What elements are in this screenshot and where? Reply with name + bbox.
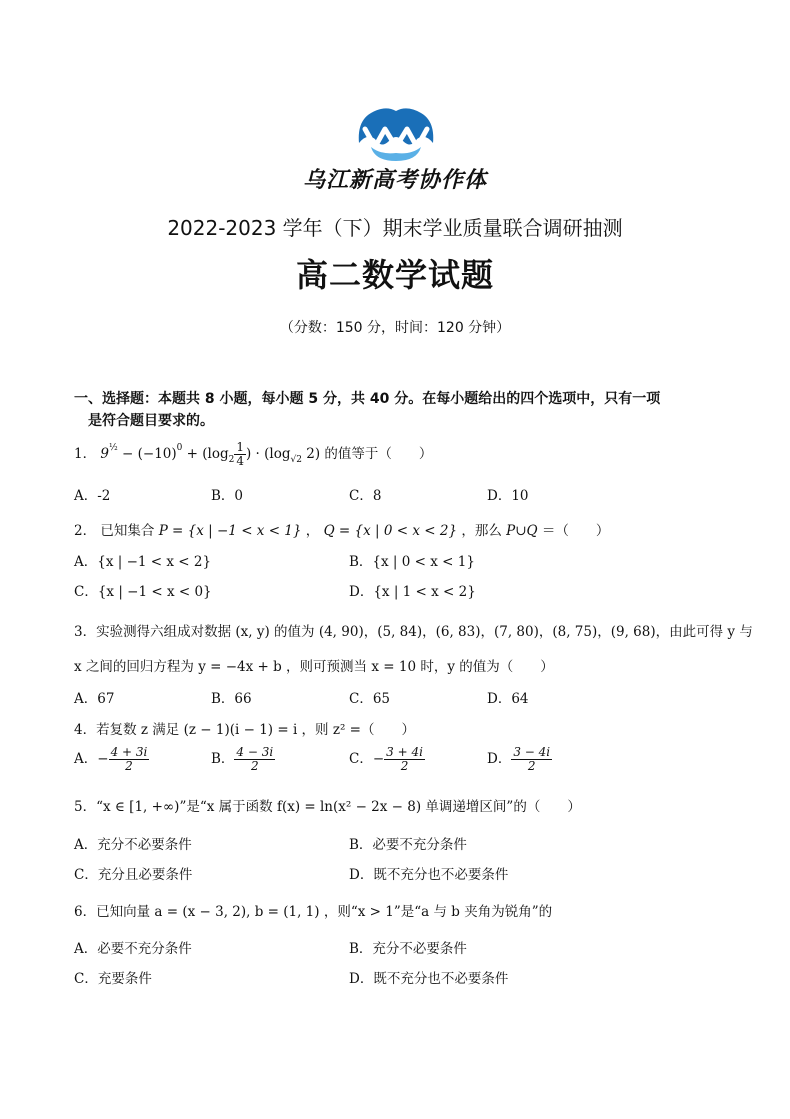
question-5-option-b[interactable]: B．必要不充分条件 [349,837,467,853]
option-numerator: 3 − 4i [513,745,551,759]
question-4-text: 若复数 z 满足 (z − 1)(i − 1) = i ，则 z² =（ ） [96,722,415,738]
brand-name: 乌江新高考协作体 [302,168,487,193]
section-heading-line1: 一、选择题：本题共 8 小题，每小题 5 分，共 40 分。在每小题给出的四个选项中，只有一项 [74,391,661,407]
option-label: B． [211,751,235,767]
question-5-option-a[interactable]: A．充分不必要条件 [74,837,192,853]
wujiang-logo-icon [355,103,437,163]
question-5-option-c[interactable]: C．充分且必要条件 [74,867,193,883]
exam-meta: （分数：150 分，时间：120 分钟） [279,320,511,336]
question-1-option-b[interactable]: B．0 [211,488,244,504]
question-number: 4． [74,722,97,738]
question-2-option-c[interactable]: C．{x | −1 < x < 0} [74,584,212,600]
question-3-text-1: 实验测得六组成对数据 (x, y) 的值为 (4, 90)，(5, 84)，(6, 83)，(7, 80)，(8, 75)，(9, 68)，由此可得 y 与 [96,624,753,640]
question-3-option-a[interactable]: A．67 [74,691,115,707]
option-denominator: 2 [527,759,536,773]
question-6-option-c[interactable]: C．充要条件 [74,971,152,987]
question-2-part-a: 已知集合 [100,523,155,539]
question-4-option-d[interactable] [487,746,552,773]
option-label: C． [349,751,373,767]
question-4-option-a[interactable] [74,746,149,773]
question-2-part-c: ＝（ ） [541,523,610,539]
question-1-stem [74,441,432,468]
option-label: D． [487,751,512,767]
exam-subtitle: 2022-2023 学年（下）期末学业质量联合调研抽测 [167,216,623,240]
option-sign: − [97,751,109,767]
option-denominator: 2 [125,759,133,773]
option-denominator: 2 [400,759,409,773]
question-4-stem [74,718,415,738]
question-3-option-b[interactable]: B．66 [211,691,252,707]
question-5-stem [74,795,581,815]
question-1-option-d[interactable]: D．10 [487,488,529,504]
question-number: 3． [74,624,97,640]
question-3-stem-line1 [74,620,753,640]
option-numerator: 3 + 4i [386,745,423,759]
question-6-text: 已知向量 a = (x − 3, 2), b = (1, 1) ，则“x > 1”是“a 与 b 夹角为锐角”的 [96,904,553,920]
question-1-tail: 的值等于（ ） [324,446,433,462]
question-number: 6． [74,904,97,920]
option-sign: − [372,751,385,767]
question-5-text: “x ∈ [1, +∞)”是“x 属于函数 f(x) = ln(x² − 2x − 8) 单调递增区间”的（ ） [96,799,581,815]
question-1-option-c[interactable]: C．8 [349,488,382,504]
exam-title: 高二数学试题 [295,256,494,294]
question-4-option-b[interactable] [211,746,275,773]
question-number: 1． [74,446,97,462]
option-denominator: 2 [251,759,259,773]
question-2-option-a[interactable]: A．{x | −1 < x < 2} [74,554,212,570]
question-number: 5． [74,799,97,815]
option-numerator: 4 + 3i [110,745,148,759]
separator: ， [305,523,320,539]
question-2-option-d[interactable]: D．{x | 1 < x < 2} [349,584,476,600]
question-5-option-d[interactable]: D．既不充分也不必要条件 [349,867,509,883]
question-6-stem [74,900,552,920]
question-3-option-c[interactable]: C．65 [349,691,391,707]
section-heading [74,388,734,432]
question-number: 2． [74,523,97,539]
question-2-part-b: ，那么 [461,523,502,539]
set-union: P∪Q [506,523,538,539]
question-3-option-d[interactable]: D．64 [487,691,529,707]
section-heading-line2: 是符合题目要求的。 [88,413,214,429]
question-4-option-c[interactable] [349,746,425,773]
question-6-option-a[interactable]: A．必要不充分条件 [74,941,192,957]
question-3-stem-line2: x 之间的回归方程为 y = −4x + b ，则可预测当 x = 10 时，y 的值为（ ） [74,659,554,675]
question-6-option-b[interactable]: B．充分不必要条件 [349,941,467,957]
option-numerator: 4 − 3i [236,745,274,759]
question-2-stem [74,519,609,539]
question-6-option-d[interactable]: D．既不充分也不必要条件 [349,971,509,987]
question-2-option-b[interactable]: B．{x | 0 < x < 1} [349,554,475,570]
formula: $9^{\frac{1}{2}} - (-10)^0 + (\log_2$ $\frac{1}{4}$ ) · ($\log_{√2}$ 2) [100,440,325,468]
option-label: A． [74,751,98,767]
question-1-option-a[interactable]: A．-2 [74,488,111,504]
set-q: Q = {x | 0 < x < 2} [323,523,458,539]
set-p: P = {x | −1 < x < 1} [158,523,302,539]
